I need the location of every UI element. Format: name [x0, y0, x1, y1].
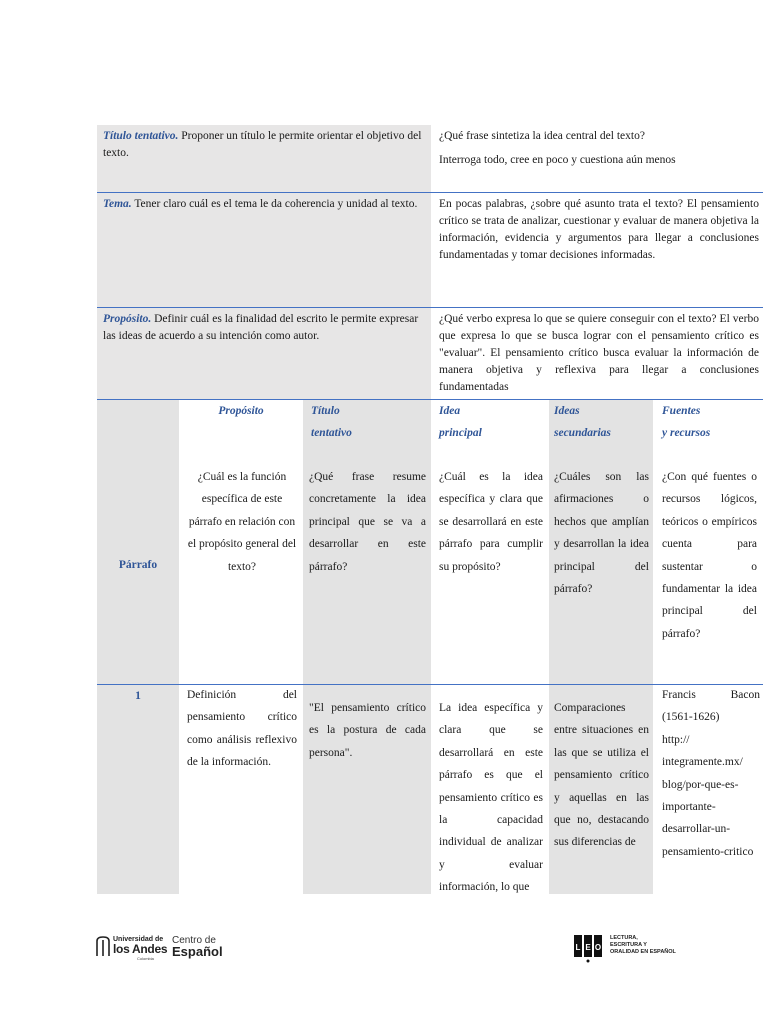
guide-table — [97, 125, 763, 400]
uni-line1: Universidad de — [113, 936, 164, 943]
header-idea-line2: principal — [439, 427, 482, 440]
centro-line2: Español — [172, 944, 223, 959]
row-titulo-label-cell — [97, 125, 431, 192]
leo-line3: ORALIDAD EN ESPAÑOL — [610, 949, 676, 955]
row1-titulo: "El pensamiento crítico es la postura de cada persona". — [309, 702, 426, 759]
row-tema-desc: Tener claro cuál es el tema le da coherencia y unidad al texto. — [131, 198, 418, 210]
header-idea — [439, 400, 547, 445]
row1-fuentes — [662, 684, 760, 863]
leo-line1: LECTURA, — [610, 935, 638, 941]
leo-mark-icon — [574, 931, 604, 963]
row-label-parrafo — [97, 554, 179, 576]
row1-ideas: Comparaciones entre situaciones en las que se utiliza el pensamiento crítico y aquellas en las que no, destacando sus diferencias de — [554, 702, 649, 849]
row-number-1-text: 1 — [135, 690, 141, 702]
row1-proposito: Definición del pensamiento crítico como análisis reflexivo de la información. — [187, 689, 297, 769]
row-tema-label-cell — [97, 193, 431, 307]
header-ideas-line2: secundarias — [554, 427, 611, 440]
row1-fuentes-author: Francis Bacon (1561-1626) — [662, 689, 760, 724]
header-idea-line1: Idea — [439, 405, 461, 417]
header-fuentes-line2: y recursos — [662, 427, 711, 440]
header-titulo — [311, 400, 429, 445]
row-proposito-label: Propósito. — [103, 313, 152, 325]
uni-line3: Colombia — [137, 956, 154, 961]
question-fuentes: ¿Con qué fuentes o recursos lógicos, teóricos o empíricos cuenta para sustentar o fundamentar la idea principal del párrafo? — [662, 471, 757, 640]
header-proposito — [179, 400, 303, 422]
row-proposito-answer-cell — [431, 308, 763, 399]
paragraph-grid — [97, 400, 763, 894]
row-label-parrafo-text: Párrafo — [118, 559, 158, 571]
svg-text:L: L — [575, 943, 581, 952]
svg-text:E: E — [585, 943, 591, 952]
row-titulo-question: ¿Qué frase sintetiza la idea central del texto? — [439, 130, 645, 142]
question-proposito: ¿Cuál es la función específica de este párrafo en relación con el propósito general del texto? — [187, 471, 297, 573]
svg-text:O: O — [594, 943, 602, 952]
row-tema — [97, 193, 763, 308]
row-titulo-desc: Proponer un título le permite orientar el objetivo del texto. — [103, 130, 422, 159]
centro-line1: Centro de — [172, 935, 216, 946]
row-proposito-answer: ¿Qué verbo expresa lo que se quiere conseguir con el texto? El verbo que expresa lo que se busca lograr con el pensamiento crítico es "evaluar". El pensamiento crítico busca evaluar la información de manera objetiva y reflexiva para llegar a conclusiones fundamentadas — [439, 313, 759, 393]
header-fuentes-line1: Fuentes — [662, 405, 701, 417]
andes-crest-icon — [95, 936, 111, 958]
row1-fuentes-url: http:// integramente.mx/ blog/por-que-es-importante-desarrollar-un-pensamiento-critico — [662, 733, 754, 858]
question-idea: ¿Cuál es la idea específica y clara que se desarrollará en este párrafo para cumplir su propósito? — [439, 471, 543, 573]
row-titulo — [97, 125, 763, 193]
row-proposito-desc: Definir cuál es la finalidad del escrito le permite expresar las ideas de acuerdo a su intención como autor. — [103, 313, 419, 342]
leo-logo — [574, 930, 684, 964]
row-titulo-label: Título tentativo. — [103, 130, 179, 142]
universidad-logo — [95, 933, 225, 963]
question-ideas: ¿Cuáles son las afirmaciones o hechos que amplían y desarrollan la idea principal del párrafo? — [554, 471, 649, 596]
row-tema-answer-cell — [431, 193, 763, 307]
header-titulo-line1: Título — [311, 405, 340, 417]
row-tema-answer: En pocas palabras, ¿sobre qué asunto trata el texto? El pensamiento crítico se trata de analizar, cuestionar y evaluar de manera objetiva la información, evidencia y argumentos para llegar a conclusiones fundamentadas y tomar decisiones informadas. — [439, 198, 759, 261]
col-parrafo-bg — [97, 400, 179, 894]
leo-line2: ESCRITURA Y — [610, 942, 647, 948]
header-proposito-text: Propósito — [218, 405, 264, 417]
header-ideas — [554, 400, 652, 445]
row-titulo-answer-cell — [431, 125, 763, 192]
row-number-1 — [97, 685, 179, 707]
row-proposito-label-cell — [97, 308, 431, 399]
header-fuentes — [662, 400, 762, 445]
question-titulo: ¿Qué frase resume concretamente la idea principal que se va a desarrollar en este párrafo? — [309, 471, 426, 573]
row-titulo-answer: Interroga todo, cree en poco y cuestiona aún menos — [439, 154, 676, 166]
row-proposito — [97, 308, 763, 400]
row1-idea: La idea específica y clara que se desarrollará en este párrafo es que el pensamiento crítico es la capacidad individual de analizar y evaluar información, lo que — [439, 702, 543, 893]
header-ideas-line1: Ideas — [554, 405, 580, 417]
header-titulo-line2: tentativo — [311, 427, 352, 440]
row-tema-label: Tema. — [103, 198, 132, 210]
uni-line2: los Andes — [113, 942, 168, 956]
